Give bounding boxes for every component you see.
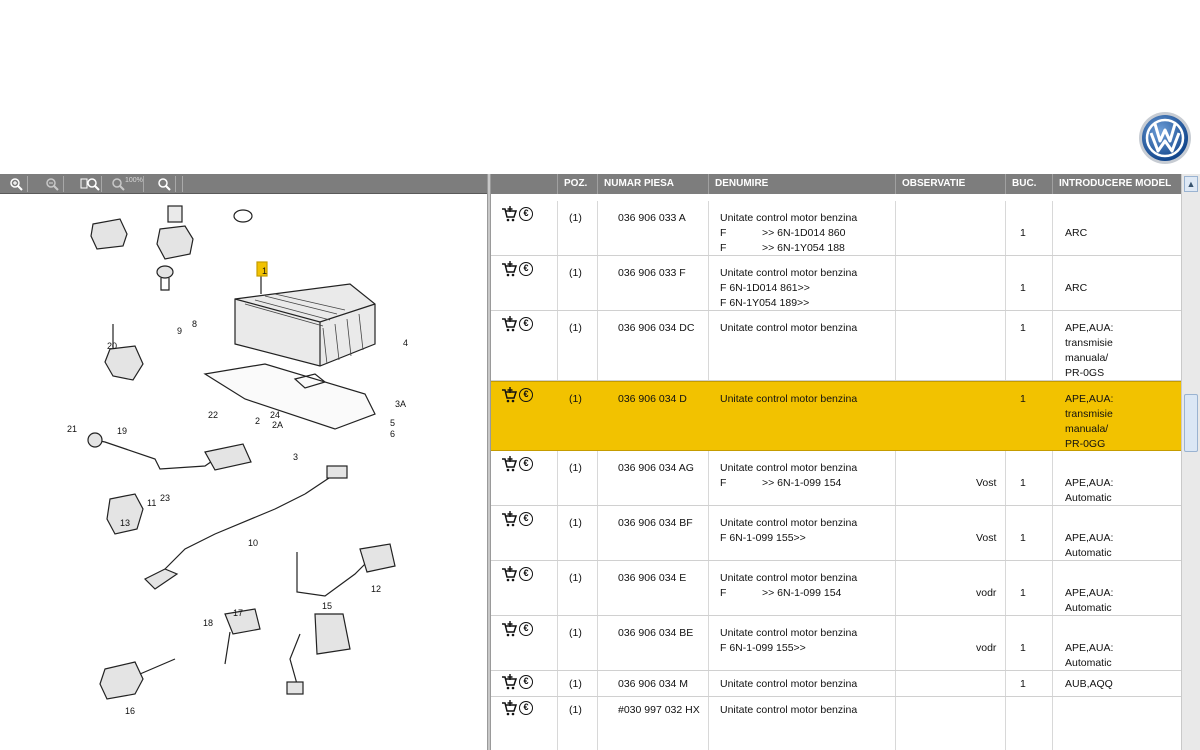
diagram-label-6[interactable]: 6 [390, 429, 396, 439]
cell-buc: 1 [1020, 477, 1026, 489]
add-to-cart-icon[interactable] [501, 621, 517, 637]
cell-part-number[interactable]: 036 906 034 M [618, 678, 689, 690]
denumire-note: F 6N-1-099 155>> [720, 642, 806, 654]
price-euro-icon[interactable]: € [519, 457, 533, 471]
cell-model [1065, 476, 1113, 506]
cell-denumire [720, 571, 857, 601]
parts-diagram[interactable] [65, 204, 485, 724]
model-text: ARC [1065, 227, 1088, 239]
cell-model [1065, 392, 1113, 452]
price-euro-icon[interactable]: € [519, 622, 533, 636]
cell-observatie: Vost [976, 532, 997, 544]
cell-denumire [720, 461, 857, 491]
diagram-label-23[interactable]: 23 [160, 493, 171, 503]
parts-table [491, 174, 1200, 750]
cell-model [1065, 281, 1087, 296]
denumire-note: >> 6N-1D014 860 [762, 227, 846, 239]
cell-poz: (1) [569, 322, 582, 334]
row-actions [501, 387, 533, 403]
add-to-cart-icon[interactable] [501, 261, 517, 277]
cell-denumire [720, 626, 857, 656]
diagram-pane [0, 174, 487, 750]
denumire-note: >> 6N-1-099 154 [762, 477, 842, 489]
th-actions [491, 174, 557, 194]
price-euro-icon[interactable]: € [519, 567, 533, 581]
cell-poz: (1) [569, 212, 582, 224]
diagram-label-4[interactable]: 4 [403, 338, 409, 348]
cell-poz: (1) [569, 393, 582, 405]
cell-part-number[interactable]: #030 997 032 HX [618, 704, 700, 716]
th-buc[interactable]: BUC. [1005, 174, 1052, 194]
cell-buc: 1 [1020, 678, 1026, 690]
denumire-note: F [720, 227, 727, 239]
diagram-label-2[interactable]: 2 [255, 416, 261, 426]
row-actions [501, 316, 533, 332]
cell-part-number[interactable]: 036 906 034 AG [618, 462, 694, 474]
denumire-note: F 6N-1D014 861>> [720, 282, 810, 294]
diagram-label-12[interactable]: 12 [371, 584, 382, 594]
add-to-cart-icon[interactable] [501, 316, 517, 332]
price-euro-icon[interactable]: € [519, 512, 533, 526]
th-denumire[interactable]: DENUMIRE [708, 174, 895, 194]
cell-model [1065, 531, 1113, 561]
cell-observatie: vodr [976, 642, 997, 654]
diagram-label-1[interactable]: 1 [262, 266, 268, 276]
cell-model [1065, 226, 1087, 241]
add-to-cart-icon[interactable] [501, 674, 517, 690]
cell-part-number[interactable]: 036 906 034 E [618, 572, 687, 584]
diagram-label-8[interactable]: 8 [192, 319, 198, 329]
cell-denumire: Unitate control motor benzina [720, 322, 858, 334]
cell-part-number[interactable]: 036 906 034 BE [618, 627, 694, 639]
denumire-note: F [720, 587, 727, 599]
diagram-label-19[interactable]: 19 [117, 426, 128, 436]
model-text: APE,AUA: [1065, 532, 1114, 544]
cell-poz: (1) [569, 572, 582, 584]
row-actions [501, 206, 533, 222]
denumire-note: F 6N-1Y054 189>> [720, 297, 810, 309]
diagram-label-22[interactable]: 22 [208, 410, 219, 420]
table-row-selected[interactable] [491, 381, 1181, 451]
denumire-note: >> 6N-1-099 154 [762, 587, 842, 599]
cell-denumire [720, 516, 857, 546]
cell-poz: (1) [569, 517, 582, 529]
cell-part-number[interactable]: 036 906 034 BF [618, 517, 693, 529]
add-to-cart-icon[interactable] [501, 206, 517, 222]
model-text: Automatic [1065, 602, 1112, 614]
add-to-cart-icon[interactable] [501, 566, 517, 582]
scroll-thumb[interactable] [1184, 394, 1198, 452]
add-to-cart-icon[interactable] [501, 700, 517, 716]
denumire-note: F [720, 477, 727, 489]
diagram-label-10[interactable]: 10 [248, 538, 259, 548]
row-actions [501, 261, 533, 277]
model-text: Automatic [1065, 547, 1112, 559]
zoom-100-label: 100% [125, 177, 143, 184]
denumire-note: F 6N-1-099 155>> [720, 532, 806, 544]
scroll-up-icon[interactable]: ▲ [1184, 176, 1198, 192]
denumire-text: Unitate control motor benzina [720, 462, 858, 474]
model-text: PR-0GG [1065, 438, 1106, 450]
cell-part-number[interactable]: 036 906 034 D [618, 393, 687, 405]
cell-part-number[interactable]: 036 906 034 DC [618, 322, 695, 334]
cell-buc: 1 [1020, 642, 1026, 654]
denumire-text: Unitate control motor benzina [720, 267, 858, 279]
model-text: ARC [1065, 282, 1088, 294]
zoom-out-icon[interactable] [40, 176, 64, 192]
model-text: manuala/ [1065, 352, 1109, 364]
price-euro-icon[interactable]: € [519, 207, 533, 221]
model-text: APE,AUA: [1065, 477, 1114, 489]
diagram-toolbar [0, 174, 487, 194]
diagram-label-9[interactable]: 9 [177, 326, 183, 336]
price-euro-icon[interactable]: € [519, 675, 533, 689]
table-row[interactable] [491, 506, 1181, 561]
denumire-text: Unitate control motor benzina [720, 517, 858, 529]
diagram-label-17[interactable]: 17 [233, 608, 244, 618]
zoom-in-icon[interactable] [4, 176, 28, 192]
cell-buc: 1 [1020, 587, 1026, 599]
th-poz[interactable]: POZ. [557, 174, 597, 194]
cell-poz: (1) [569, 462, 582, 474]
diagram-label-24[interactable]: 24 [270, 410, 281, 420]
model-text: transmisie [1065, 337, 1113, 349]
table-row[interactable] [491, 201, 1181, 256]
table-row[interactable] [491, 256, 1181, 311]
th-introducere-model[interactable]: INTRODUCERE MODEL [1052, 174, 1181, 194]
table-row[interactable] [491, 311, 1181, 381]
diagram-label-13[interactable]: 13 [120, 518, 131, 528]
price-euro-icon[interactable]: € [519, 262, 533, 276]
table-row[interactable] [491, 561, 1181, 616]
cell-buc: 1 [1020, 532, 1026, 544]
cell-part-number[interactable]: 036 906 033 F [618, 267, 686, 279]
diagram-label-3a[interactable]: 3A [395, 399, 407, 409]
cell-poz: (1) [569, 678, 582, 690]
cell-part-number[interactable]: 036 906 033 A [618, 212, 686, 224]
row-actions [501, 621, 533, 637]
vw-logo [1138, 111, 1192, 165]
add-to-cart-icon[interactable] [501, 387, 517, 403]
cell-poz: (1) [569, 704, 582, 716]
denumire-text: Unitate control motor benzina [720, 212, 858, 224]
price-euro-icon[interactable]: € [519, 388, 533, 402]
row-actions [501, 674, 533, 690]
cell-buc: 1 [1020, 282, 1026, 294]
diagram-label-20[interactable]: 20 [107, 341, 118, 351]
cell-denumire: Unitate control motor benzina [720, 678, 858, 690]
diagram-label-18[interactable]: 18 [203, 618, 214, 628]
model-text: Automatic [1065, 492, 1112, 504]
diagram-label-11[interactable]: 11 [147, 498, 157, 508]
price-euro-icon[interactable]: € [519, 317, 533, 331]
cell-poz: (1) [569, 627, 582, 639]
th-observatie[interactable]: OBSERVATIE [895, 174, 1005, 194]
cell-observatie: vodr [976, 587, 997, 599]
model-text: APE,AUA: [1065, 642, 1114, 654]
model-text: Automatic [1065, 657, 1112, 669]
diagram-label-3[interactable]: 3 [293, 452, 299, 462]
model-text: PR-0GS [1065, 367, 1105, 379]
cell-denumire [720, 211, 857, 256]
diagram-label-16[interactable]: 16 [125, 706, 136, 716]
denumire-text: Unitate control motor benzina [720, 572, 858, 584]
table-row[interactable] [491, 616, 1181, 671]
add-to-cart-icon[interactable] [501, 511, 517, 527]
cell-denumire: Unitate control motor benzina [720, 704, 858, 716]
cell-model [1065, 586, 1113, 616]
cell-denumire: Unitate control motor benzina [720, 393, 858, 405]
table-row[interactable] [491, 671, 1181, 697]
cell-buc: 1 [1020, 322, 1026, 334]
zoom-fit-icon[interactable] [78, 176, 102, 192]
row-actions [501, 511, 533, 527]
th-numar-piesa[interactable]: NUMAR PIESA [597, 174, 708, 194]
table-header [491, 174, 1181, 194]
row-actions [501, 566, 533, 582]
table-row[interactable] [491, 697, 1181, 723]
diagram-label-15[interactable]: 15 [322, 601, 333, 611]
cell-buc: 1 [1020, 227, 1026, 239]
table-row[interactable] [491, 451, 1181, 506]
add-to-cart-icon[interactable] [501, 456, 517, 472]
diagram-label-21[interactable]: 21 [67, 424, 78, 434]
cell-denumire [720, 266, 857, 311]
table-scrollbar[interactable] [1181, 174, 1200, 750]
cell-poz: (1) [569, 267, 582, 279]
denumire-note: >> 6N-1Y054 188 [762, 242, 845, 254]
cell-model [1065, 321, 1113, 381]
cell-model: AUB,AQQ [1065, 678, 1113, 690]
diagram-label-5[interactable]: 5 [390, 418, 396, 428]
row-actions [501, 456, 533, 472]
search-icon[interactable] [152, 176, 176, 192]
row-actions [501, 700, 533, 716]
cell-model [1065, 641, 1113, 671]
zoom-100-icon[interactable] [110, 176, 144, 192]
diagram-label-2a[interactable]: 2A [272, 420, 284, 430]
model-text: APE,AUA: [1065, 587, 1114, 599]
denumire-text: Unitate control motor benzina [720, 627, 858, 639]
cell-buc: 1 [1020, 393, 1026, 405]
denumire-note: F [720, 242, 727, 254]
model-text: manuala/ [1065, 423, 1109, 435]
model-text: transmisie [1065, 408, 1113, 420]
price-euro-icon[interactable]: € [519, 701, 533, 715]
cell-observatie: Vost [976, 477, 997, 489]
model-text: APE,AUA: [1065, 393, 1114, 405]
model-text: APE,AUA: [1065, 322, 1114, 334]
